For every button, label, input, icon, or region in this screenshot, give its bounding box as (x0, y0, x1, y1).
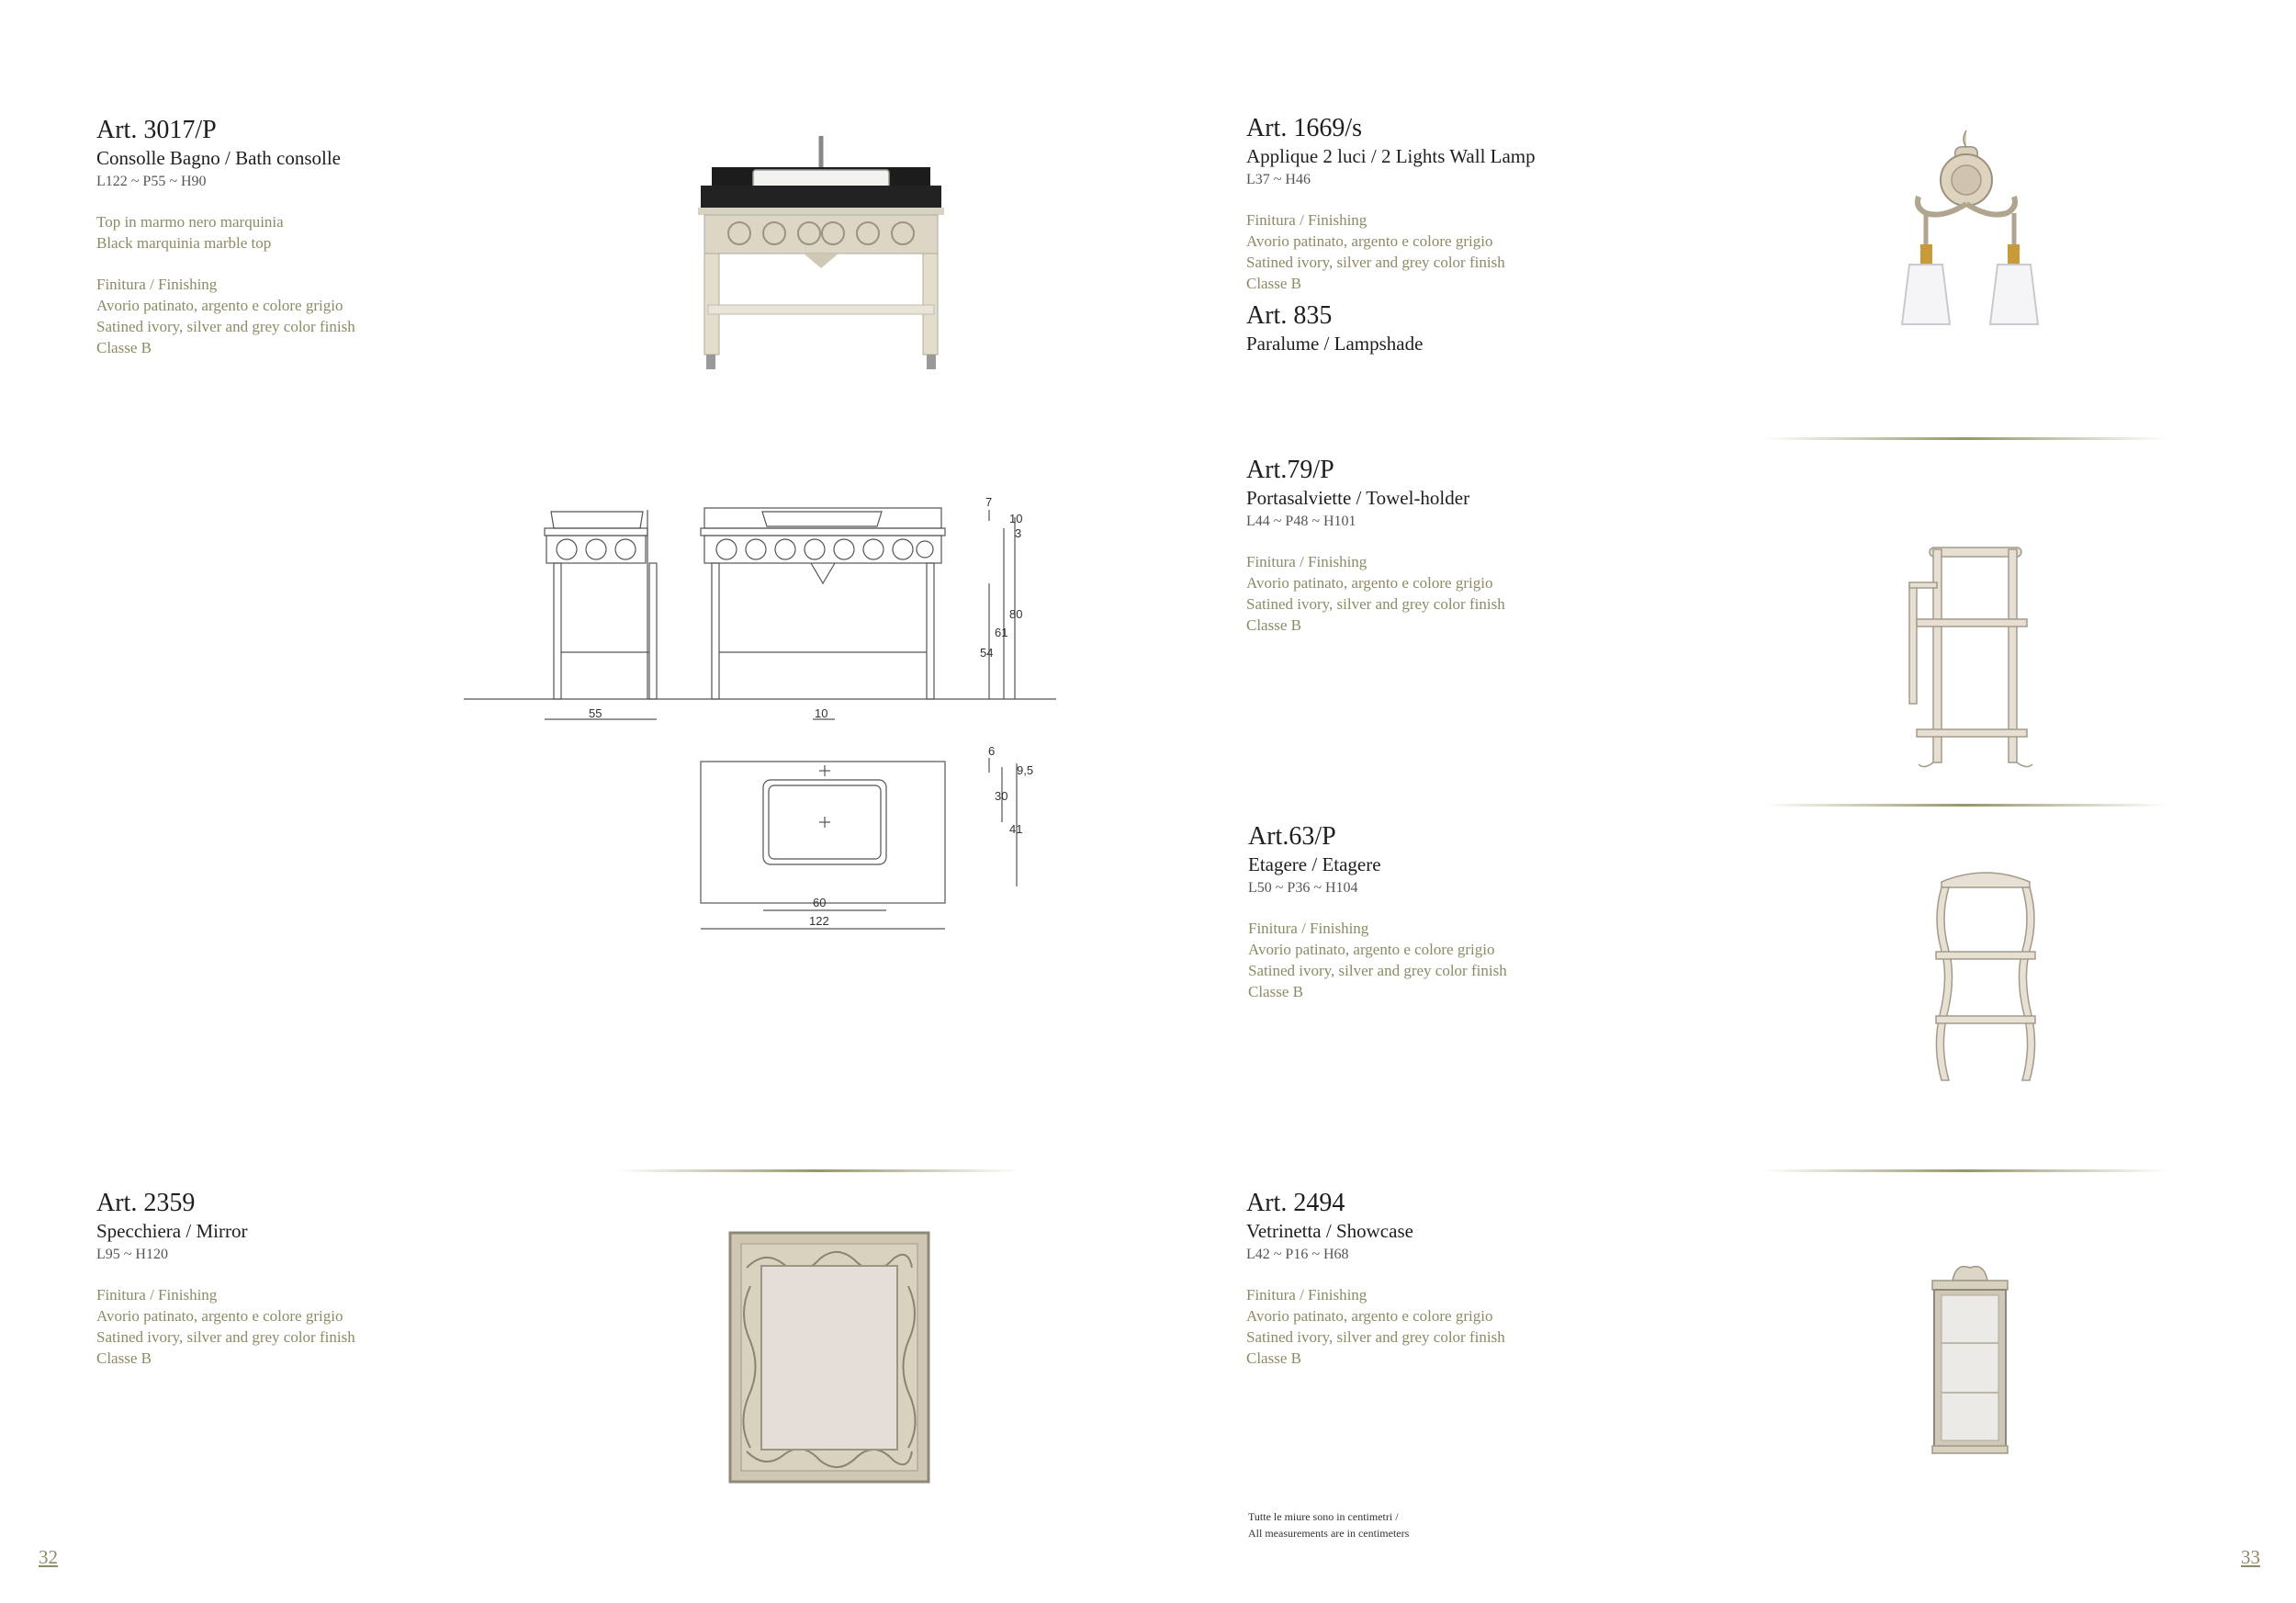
dim-label-122: 122 (809, 914, 829, 928)
separator-left (615, 1169, 1019, 1172)
towel-name: Portasalviette / Towel-holder (1246, 486, 1470, 509)
etagere-classe: Classe B (1248, 983, 1303, 1001)
towel-art-number: Art.79/P (1246, 456, 1334, 484)
mirror-finish-title: Finitura / Finishing (96, 1286, 218, 1304)
lamp-name: Applique 2 luci / 2 Lights Wall Lamp (1246, 144, 1536, 167)
console-technical-drawing (464, 491, 1061, 932)
dim-label-6: 6 (988, 744, 996, 758)
towel-finish-en: Satined ivory, silver and grey color finish (1246, 595, 1505, 614)
mirror-info (96, 1190, 355, 1370)
etagere-name: Etagere / Etagere (1248, 852, 1381, 875)
showcase-name: Vetrinetta / Showcase (1246, 1219, 1413, 1242)
footnote-line-1: Tutte le miure sono in centimetri / (1248, 1510, 1399, 1523)
dim-label-80: 80 (1009, 607, 1023, 621)
mirror-product-image (728, 1231, 930, 1484)
dim-label-10b: 10 (815, 706, 828, 720)
console-top-it: Top in marmo nero marquinia (96, 213, 284, 231)
lamp-info (1246, 115, 1536, 356)
console-info (96, 117, 355, 359)
lamp-dimensions: L37 ~ H46 (1246, 172, 1311, 188)
etagere-art-number: Art.63/P (1248, 822, 1336, 851)
showcase-finish-it: Avorio patinato, argento e colore grigio (1246, 1307, 1493, 1326)
etagere-dimensions: L50 ~ P36 ~ H104 (1248, 880, 1358, 897)
dim-label-7: 7 (985, 495, 993, 509)
showcase-info (1246, 1190, 1505, 1370)
mirror-finish-en: Satined ivory, silver and grey color finish (96, 1328, 355, 1347)
etagere-finish-en: Satined ivory, silver and grey color finish (1248, 962, 1507, 980)
lamp-art-number: Art. 1669/s (1246, 114, 1362, 142)
showcase-dimensions: L42 ~ P16 ~ H68 (1246, 1247, 1349, 1263)
dim-label-3: 3 (1015, 526, 1022, 540)
showcase-classe: Classe B (1246, 1349, 1301, 1368)
lampshade-name: Paralume / Lampshade (1246, 332, 1424, 355)
showcase-finish-title: Finitura / Finishing (1246, 1286, 1367, 1304)
dim-label-10: 10 (1009, 512, 1023, 525)
dim-label-55: 55 (589, 706, 602, 720)
showcase-product-image (1929, 1259, 2011, 1456)
lamp-classe: Classe B (1246, 275, 1301, 293)
console-classe: Classe B (96, 339, 152, 357)
console-finish-en: Satined ivory, silver and grey color finish (96, 318, 355, 336)
console-finish-it: Avorio patinato, argento e colore grigio (96, 297, 343, 315)
towel-finish-title: Finitura / Finishing (1246, 553, 1367, 571)
separator-right-2 (1763, 804, 2167, 807)
console-dimensions: L122 ~ P55 ~ H90 (96, 174, 207, 190)
footnote-line-2: All measurements are in centimeters (1248, 1527, 1410, 1540)
mirror-classe: Classe B (96, 1349, 152, 1368)
dim-label-54: 54 (980, 646, 994, 660)
mirror-finish-it: Avorio patinato, argento e colore grigio (96, 1307, 343, 1326)
etagere-finish-title: Finitura / Finishing (1248, 920, 1369, 938)
measurement-footnote (1248, 1508, 1409, 1541)
separator-right-1 (1763, 437, 2167, 440)
console-top-en: Black marquinia marble top (96, 234, 272, 253)
mirror-name: Specchiera / Mirror (96, 1219, 248, 1242)
towel-classe: Classe B (1246, 616, 1301, 635)
lamp-finish-title: Finitura / Finishing (1246, 211, 1367, 230)
console-art-number: Art. 3017/P (96, 116, 217, 144)
showcase-art-number: Art. 2494 (1246, 1189, 1345, 1217)
towel-finish-it: Avorio patinato, argento e colore grigio (1246, 574, 1493, 593)
etagere-info (1248, 823, 1507, 1003)
dim-label-30: 30 (995, 789, 1008, 803)
towel-dimensions: L44 ~ P48 ~ H101 (1246, 514, 1356, 530)
lamp-finish-it: Avorio patinato, argento e colore grigio (1246, 232, 1493, 251)
dim-label-9-5: 9,5 (1017, 763, 1034, 777)
etagere-product-image (1929, 864, 2043, 1084)
page-number-right: 33 (2241, 1546, 2260, 1568)
dim-label-60: 60 (813, 896, 827, 909)
console-name: Consolle Bagno / Bath consolle (96, 146, 341, 169)
dim-label-61: 61 (995, 626, 1008, 639)
towel-info (1246, 457, 1505, 637)
console-finish-title: Finitura / Finishing (96, 276, 218, 294)
showcase-finish-en: Satined ivory, silver and grey color finish (1246, 1328, 1505, 1347)
mirror-dimensions: L95 ~ H120 (96, 1247, 168, 1263)
lamp-product-image (1878, 127, 2062, 333)
page-number-left: 32 (39, 1546, 58, 1568)
separator-right-3 (1763, 1169, 2167, 1172)
lamp-finish-en: Satined ivory, silver and grey color finish (1246, 254, 1505, 272)
lampshade-art-number: Art. 835 (1246, 301, 1333, 331)
mirror-art-number: Art. 2359 (96, 1189, 196, 1217)
console-product-image (684, 129, 960, 377)
dim-label-41: 41 (1009, 822, 1023, 836)
towel-holder-product-image (1906, 540, 2043, 772)
etagere-finish-it: Avorio patinato, argento e colore grigio (1248, 941, 1495, 959)
